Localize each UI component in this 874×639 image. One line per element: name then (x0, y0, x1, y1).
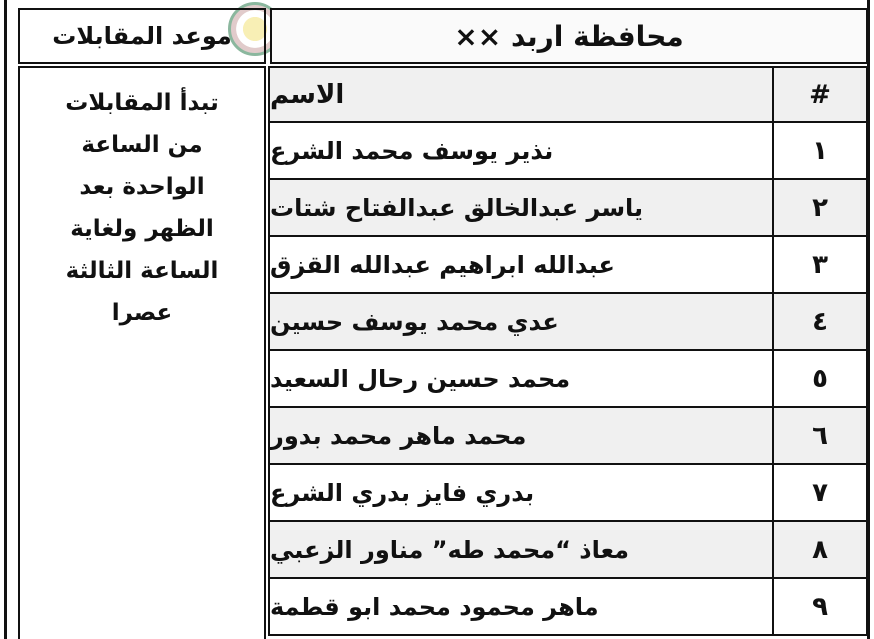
candidate-number: ٤ (812, 306, 828, 337)
candidate-name: عبدالله ابراهيم عبدالله القزق (270, 237, 774, 292)
candidate-name: ياسر عبدالخالق عبدالفتاح شتات (270, 180, 774, 235)
candidate-name: بدري فايز بدري الشرع (270, 465, 774, 520)
note-line: الساعة الثالثة (65, 258, 219, 284)
candidate-number: ٧ (812, 477, 828, 508)
candidate-number: ٨ (812, 534, 828, 565)
table-row (268, 237, 868, 294)
note-line: من الساعة (81, 132, 203, 158)
table-row (268, 408, 868, 465)
candidate-number: ٣ (812, 249, 828, 280)
table-row (268, 465, 868, 522)
interview-time-note (18, 66, 266, 639)
table-row (268, 522, 868, 579)
candidate-number: ٩ (812, 591, 828, 622)
candidates-table (268, 66, 868, 636)
note-line: تبدأ المقابلات (65, 90, 219, 116)
candidate-number: ٢ (812, 192, 828, 223)
region-title-header: ×× محافظة اربد (270, 8, 868, 64)
column-header-number: # (809, 79, 831, 110)
table-row (268, 294, 868, 351)
candidate-name: محمد ماهر محمد بدور (270, 408, 774, 463)
candidate-name: عدي محمد يوسف حسين (270, 294, 774, 349)
note-line: الواحدة بعد (79, 174, 205, 200)
candidate-name: معاذ “محمد طه” مناور الزعبي (270, 522, 774, 577)
candidate-number: ١ (812, 135, 828, 166)
column-header-name: الاسم (270, 68, 774, 121)
candidate-number: ٥ (812, 363, 828, 394)
interview-time-header: موعد المقابلات (18, 8, 266, 64)
candidate-name: ماهر محمود محمد ابو قطمة (270, 579, 774, 634)
candidate-name: محمد حسين رحال السعيد (270, 351, 774, 406)
note-line: الظهر ولغاية (70, 216, 214, 242)
table-row (268, 579, 868, 636)
table-row (268, 351, 868, 408)
candidate-number: ٦ (812, 420, 828, 451)
table-row (268, 180, 868, 237)
table-header-row (268, 66, 868, 123)
candidate-name: نذير يوسف محمد الشرع (270, 123, 774, 178)
table-row (268, 123, 868, 180)
note-line: عصرا (111, 300, 173, 326)
